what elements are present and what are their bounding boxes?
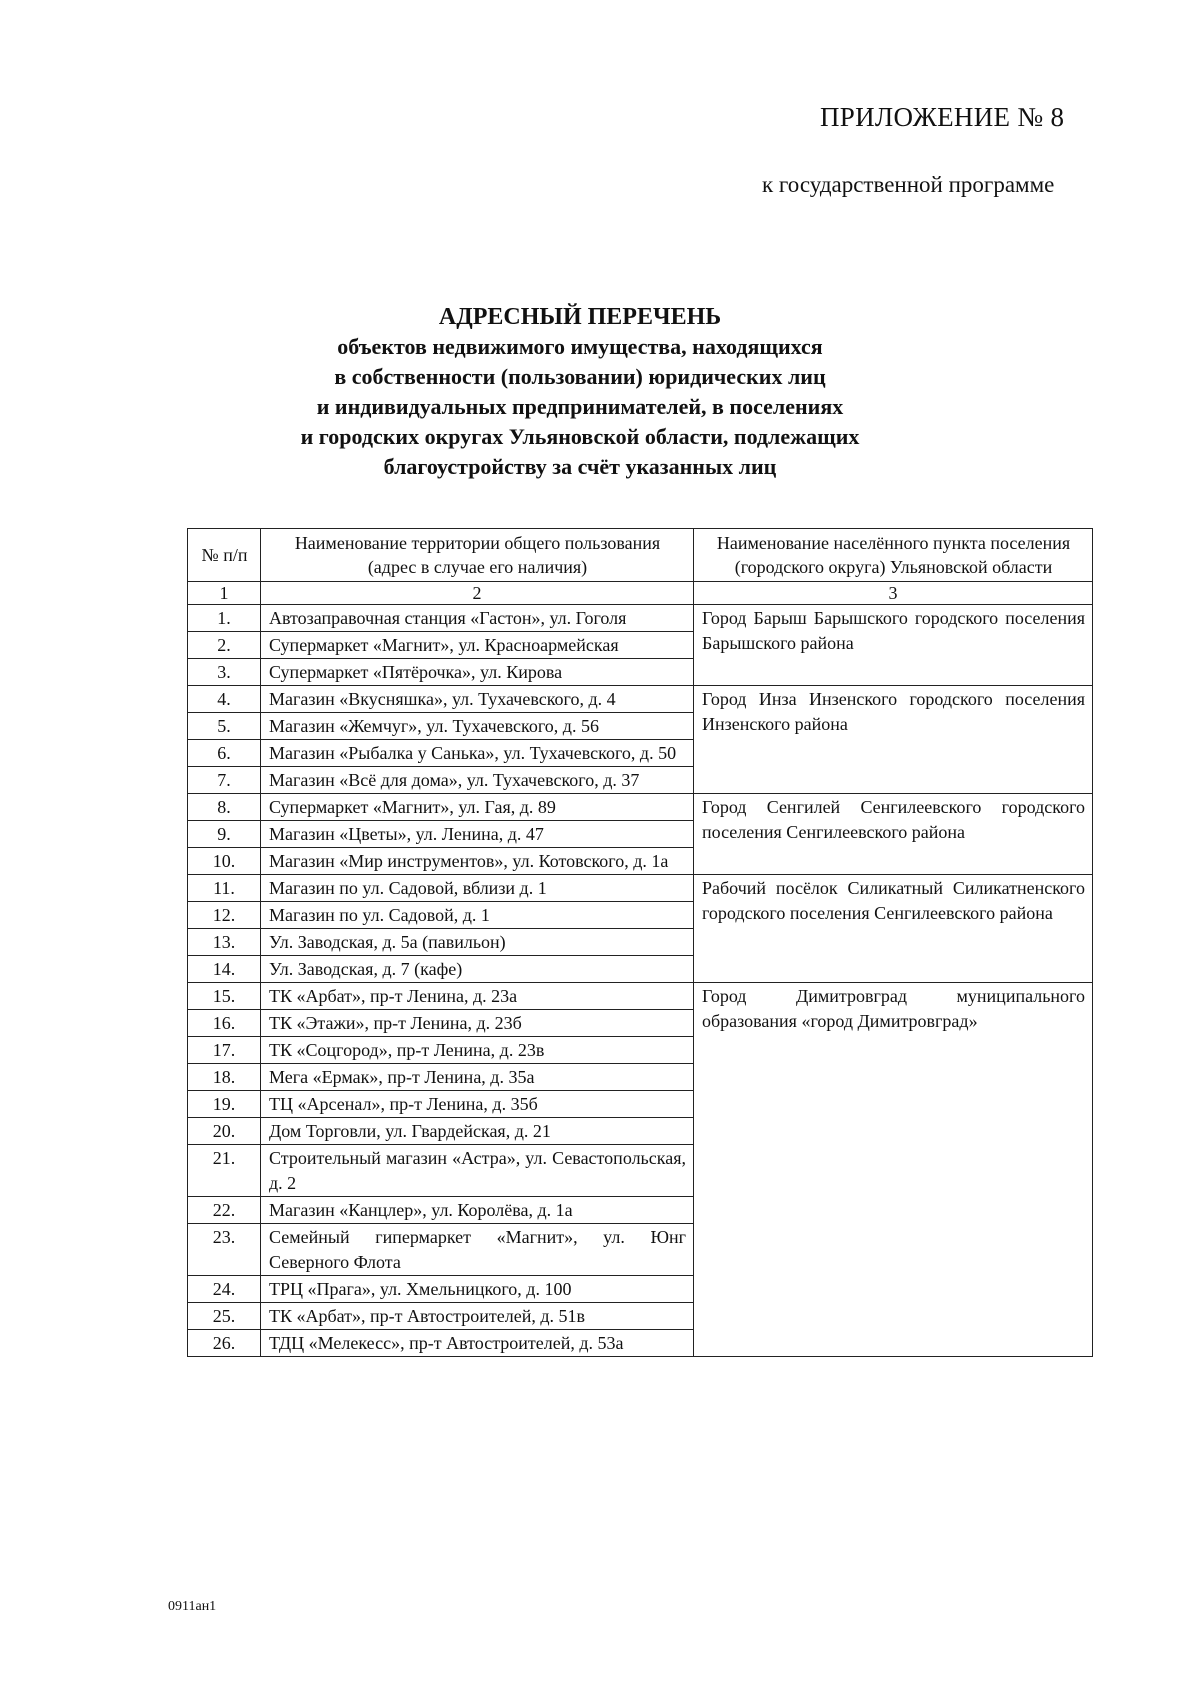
header-territory: Наименование территории общего пользования (адрес в случае его наличия) bbox=[261, 529, 694, 582]
table-row bbox=[188, 605, 1093, 632]
row-address: ТДЦ «Мелекесс», пр-т Автостроителей, д. 53а bbox=[261, 1330, 694, 1357]
row-number: 7. bbox=[188, 767, 261, 794]
row-number: 2. bbox=[188, 632, 261, 659]
table-row bbox=[188, 794, 1093, 821]
title-main: АДРЕСНЫЙ ПЕРЕЧЕНЬ bbox=[438, 304, 722, 330]
row-address: ТК «Арбат», пр-т Ленина, д. 23а bbox=[261, 983, 694, 1010]
row-number: 15. bbox=[188, 983, 261, 1010]
row-number: 6. bbox=[188, 740, 261, 767]
document-title bbox=[160, 302, 1000, 482]
row-address: Мега «Ермак», пр-т Ленина, д. 35а bbox=[261, 1064, 694, 1091]
row-address: Ул. Заводская, д. 5а (павильон) bbox=[261, 929, 694, 956]
row-address: Семейный гипермаркет «Магнит», ул. Юнг Северного Флота bbox=[261, 1224, 694, 1276]
row-locality: Рабочий посёлок Силикатный Силикатненского городского поселения Сенгилеевского района bbox=[694, 875, 1093, 983]
row-address: Супермаркет «Магнит», ул. Красноармейская bbox=[261, 632, 694, 659]
row-number: 8. bbox=[188, 794, 261, 821]
title-line: благоустройству за счёт указанных лиц bbox=[383, 454, 777, 479]
title-line: и городских округах Ульяновской области, подлежащих bbox=[300, 424, 860, 449]
row-address: Магазин «Всё для дома», ул. Тухачевского, д. 37 bbox=[261, 767, 694, 794]
column-number: 3 bbox=[694, 582, 1093, 605]
row-address: Магазин «Вкусняшка», ул. Тухачевского, д. 4 bbox=[261, 686, 694, 713]
row-locality: Город Димитровград муниципального образования «город Димитровград» bbox=[694, 983, 1093, 1357]
appendix-reference: к государственной программе bbox=[762, 172, 1055, 197]
row-number: 24. bbox=[188, 1276, 261, 1303]
row-number: 3. bbox=[188, 659, 261, 686]
row-address: Дом Торговли, ул. Гвардейская, д. 21 bbox=[261, 1118, 694, 1145]
header-locality: Наименование населённого пункта поселения (городского округа) Ульяновской области bbox=[694, 529, 1093, 582]
table-row bbox=[188, 686, 1093, 713]
row-number: 16. bbox=[188, 1010, 261, 1037]
row-address: Супермаркет «Пятёрочка», ул. Кирова bbox=[261, 659, 694, 686]
row-locality: Город Сенгилей Сенгилеевского городского поселения Сенгилеевского района bbox=[694, 794, 1093, 875]
row-number: 20. bbox=[188, 1118, 261, 1145]
table-row bbox=[188, 875, 1093, 902]
row-address: Магазин по ул. Садовой, д. 1 bbox=[261, 902, 694, 929]
row-number: 26. bbox=[188, 1330, 261, 1357]
row-address: Супермаркет «Магнит», ул. Гая, д. 89 bbox=[261, 794, 694, 821]
row-address: Ул. Заводская, д. 7 (кафе) bbox=[261, 956, 694, 983]
document-code: 0911ан1 bbox=[168, 1599, 217, 1614]
row-address: ТРЦ «Прага», ул. Хмельницкого, д. 100 bbox=[261, 1276, 694, 1303]
column-number: 2 bbox=[261, 582, 694, 605]
row-address: ТЦ «Арсенал», пр-т Ленина, д. 35б bbox=[261, 1091, 694, 1118]
row-address: Строительный магазин «Астра», ул. Севастопольская, д. 2 bbox=[261, 1145, 694, 1197]
row-number: 4. bbox=[188, 686, 261, 713]
row-number: 5. bbox=[188, 713, 261, 740]
address-list-table bbox=[187, 528, 1093, 1357]
row-address: Магазин «Мир инструментов», ул. Котовского, д. 1а bbox=[261, 848, 694, 875]
appendix-number: ПРИЛОЖЕНИЕ № 8 bbox=[820, 102, 1065, 132]
row-number: 11. bbox=[188, 875, 261, 902]
row-number: 13. bbox=[188, 929, 261, 956]
row-address: Магазин «Канцлер», ул. Королёва, д. 1а bbox=[261, 1197, 694, 1224]
row-address: Автозаправочная станция «Гастон», ул. Гоголя bbox=[261, 605, 694, 632]
row-number: 14. bbox=[188, 956, 261, 983]
row-address: Магазин «Цветы», ул. Ленина, д. 47 bbox=[261, 821, 694, 848]
table-row bbox=[188, 983, 1093, 1010]
row-number: 1. bbox=[188, 605, 261, 632]
column-number: 1 bbox=[188, 582, 261, 605]
row-address: ТК «Этажи», пр-т Ленина, д. 23б bbox=[261, 1010, 694, 1037]
row-number: 9. bbox=[188, 821, 261, 848]
row-locality: Город Барыш Барышского городского поселения Барышского района bbox=[694, 605, 1093, 686]
row-number: 17. bbox=[188, 1037, 261, 1064]
row-number: 22. bbox=[188, 1197, 261, 1224]
row-number: 18. bbox=[188, 1064, 261, 1091]
row-address: Магазин по ул. Садовой, вблизи д. 1 bbox=[261, 875, 694, 902]
header-number: № п/п bbox=[188, 529, 261, 582]
row-number: 12. bbox=[188, 902, 261, 929]
row-address: ТК «Соцгород», пр-т Ленина, д. 23в bbox=[261, 1037, 694, 1064]
row-number: 23. bbox=[188, 1224, 261, 1276]
row-number: 21. bbox=[188, 1145, 261, 1197]
row-number: 25. bbox=[188, 1303, 261, 1330]
row-number: 10. bbox=[188, 848, 261, 875]
row-address: Магазин «Рыбалка у Санька», ул. Тухачевского, д. 50 bbox=[261, 740, 694, 767]
title-line: объектов недвижимого имущества, находящихся bbox=[337, 334, 823, 359]
table-header-row bbox=[188, 529, 1093, 582]
column-number-row bbox=[188, 582, 1093, 605]
row-address: Магазин «Жемчуг», ул. Тухачевского, д. 56 bbox=[261, 713, 694, 740]
title-line: и индивидуальных предпринимателей, в поселениях bbox=[316, 394, 844, 419]
row-address: ТК «Арбат», пр-т Автостроителей, д. 51в bbox=[261, 1303, 694, 1330]
row-locality: Город Инза Инзенского городского поселения Инзенского района bbox=[694, 686, 1093, 794]
row-number: 19. bbox=[188, 1091, 261, 1118]
title-line: в собственности (пользовании) юридических лиц bbox=[334, 364, 826, 389]
